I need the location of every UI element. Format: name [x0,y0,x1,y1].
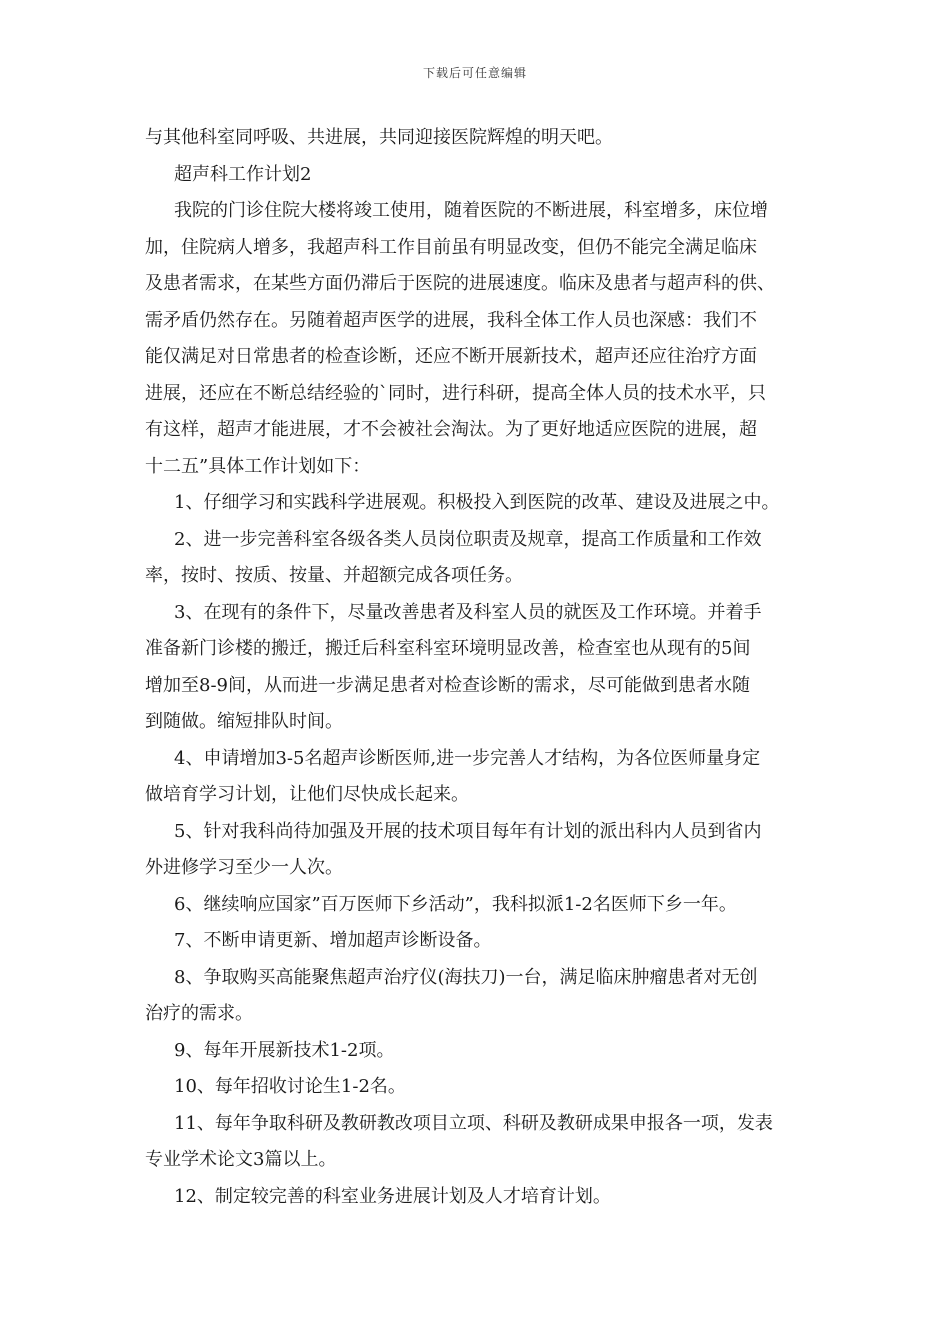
text-line: 9、每年开展新技术1-2项。 [174,1039,395,1061]
text-line: 能仅满足对日常患者的检查诊断，还应不断开展新技术，超声还应往治疗方面 [145,346,757,367]
text-line: 加，住院病人增多，我超声科工作目前虽有明显改变，但仍不能完全满足临床 [145,236,757,258]
text-line: 与其他科室同呼吸、共进展，共同迎接医院辉煌的明天吧。 [145,127,613,148]
text-line: 专业学术论文3篇以上。 [145,1149,337,1170]
text-line: 6、继续响应国家”百万医师下乡活动”，我科拟派1-2名医师下乡一年。 [174,893,737,915]
text-line: 10、每年招收讨论生1-2名。 [174,1076,406,1097]
text-line: 进展，还应在不断总结经验的`同时，进行科研，提高全体人员的技术水平，只 [145,382,766,404]
text-line: 11、每年争取科研及教研教改项目立项、科研及教研成果申报各一项，发表 [174,1112,773,1134]
text-line: 4、申请增加3-5名超声诊断医师,进一步完善人才结构，为各位医师量身定 [174,747,761,769]
text-line: 我院的门诊住院大楼将竣工使用，随着医院的不断进展，科室增多，床位增 [174,200,768,221]
document-body [145,120,810,1215]
text-line: 7、不断申请更新、增加超声诊断设备。 [174,930,492,951]
text-line: 增加至8-9间，从而进一步满足患者对检查诊断的需求，尽可能做到患者水随 [145,674,750,696]
text-line: 8、争取购买高能聚焦超声治疗仪(海扶刀)一台，满足临床肿瘤患者对无创 [174,966,758,988]
text-line: 率，按时、按质、按量、并超额完成各项任务。 [145,565,523,586]
text-line: 超声科工作计划2 [174,163,312,185]
text-line: 及患者需求，在某些方面仍滞后于医院的进展速度。临床及患者与超声科的供、 [145,273,775,294]
text-line: 治疗的需求。 [145,1003,253,1024]
text-line: 5、针对我科尚待加强及开展的技术项目每年有计划的派出科内人员到省内 [174,820,762,842]
page-header: 下载后可任意编辑 [422,66,527,80]
text-line: 3、在现有的条件下，尽量改善患者及科室人员的就医及工作环境。并着手 [174,601,762,623]
text-line: 准备新门诊楼的搬迁，搬迁后科室科室环境明显改善，检查室也从现有的5间 [145,638,751,659]
text-line: 2、进一步完善科室各级各类人员岗位职责及规章，提高工作质量和工作效 [174,528,762,550]
text-line: 12、制定较完善的科室业务进展计划及人才培育计划。 [174,1185,611,1207]
text-line: 十二五”具体工作计划如下： [145,455,371,477]
text-line: 需矛盾仍然存在。另随着超声医学的进展，我科全体工作人员也深感：我们不 [145,309,757,331]
text-line: 做培育学习计划，让他们尽快成长起来。 [145,784,469,805]
text-line: 有这样，超声才能进展，才不会被社会淘汰。为了更好地适应医院的进展，超 [145,419,757,440]
text-line: 到随做。缩短排队时间。 [145,711,343,732]
text-line: 外进修学习至少一人次。 [145,857,343,878]
text-line: 1、仔细学习和实践科学进展观。积极投入到医院的改革、建设及进展之中。 [174,492,780,513]
